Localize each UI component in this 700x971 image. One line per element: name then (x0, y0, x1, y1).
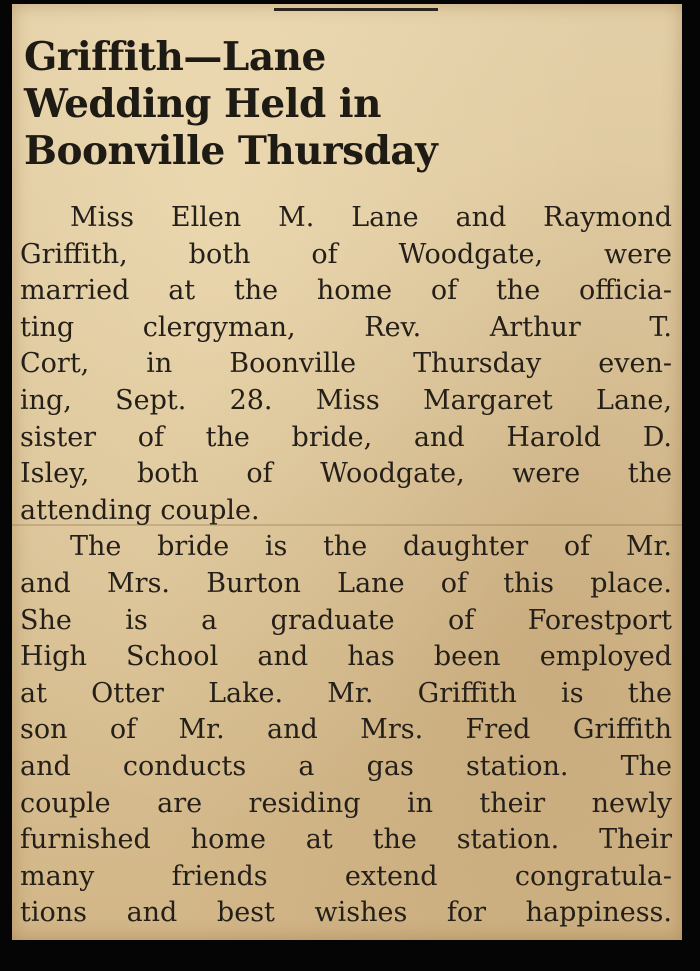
text-line: furnished home at the station. Their (20, 824, 672, 856)
text-line: attending couple. (20, 494, 260, 526)
text-line: and conducts a gas station. The (20, 750, 672, 782)
text-line: couple are residing in their newly (20, 787, 672, 819)
text-line: Cort, in Boonville Thursday even- (20, 348, 672, 380)
text-line: Griffith, both of Woodgate, were (20, 238, 672, 270)
text-line: at Otter Lake. Mr. Griffith is the (20, 677, 672, 709)
headline-line-3: Boonville Thursday (24, 128, 438, 174)
headline (24, 34, 437, 175)
text-line: sister of the bride, and Harold D. (20, 421, 672, 453)
text-line: High School and has been employed (20, 641, 672, 673)
text-line: son of Mr. and Mrs. Fred Griffith (20, 714, 672, 746)
text-line: many friends extend congratula- (20, 860, 672, 892)
article-body (20, 200, 672, 932)
text-line: She is a graduate of Forestport (20, 604, 672, 636)
newspaper-clipping (12, 4, 682, 940)
text-line: ing, Sept. 28. Miss Margaret Lane, (20, 384, 672, 416)
text-line: ting clergyman, Rev. Arthur T. (20, 311, 672, 343)
paragraph-2 (20, 529, 672, 932)
headline-line-2: Wedding Held in (24, 81, 381, 127)
paragraph-1 (20, 200, 672, 529)
text-line: married at the home of the officia- (20, 275, 672, 307)
text-line: tions and best wishes for happiness. (20, 897, 672, 929)
column-rule (274, 8, 438, 11)
text-line: Miss Ellen M. Lane and Raymond (70, 202, 672, 233)
text-line: The bride is the daughter of Mr. (70, 531, 672, 563)
text-line: and Mrs. Burton Lane of this place. (20, 567, 672, 599)
text-line: Isley, both of Woodgate, were the (20, 458, 672, 490)
headline-line-1: Griffith—Lane (24, 34, 326, 80)
